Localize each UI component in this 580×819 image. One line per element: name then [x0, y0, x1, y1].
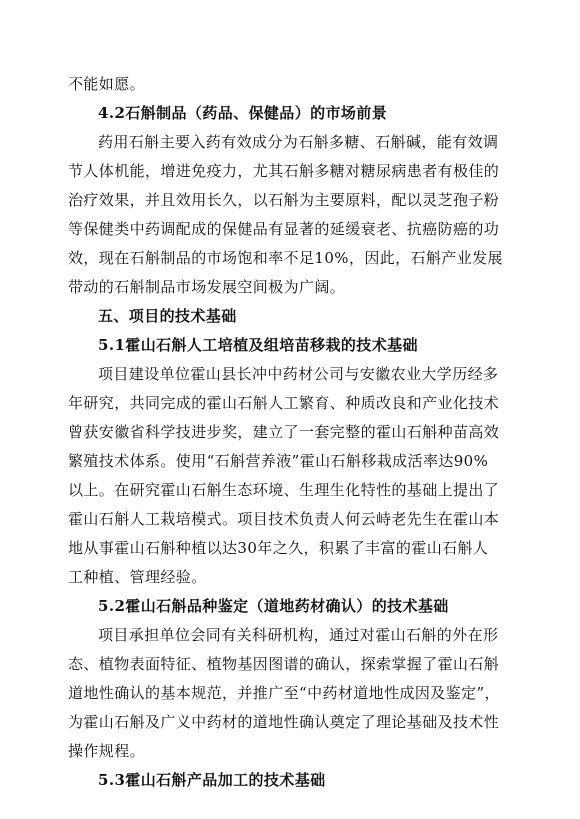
paragraph-line: 道地性确认的基本规范，并推广至“中药材道地性成因及鉴定”，: [68, 684, 500, 702]
paragraph-line: 不能如愿。: [68, 75, 146, 93]
paragraph-line: 以上。在研究霍山石斛生态环境、生理生化特性的基础上提出了: [68, 481, 500, 499]
paragraph-line: 态、植物表面特征、植物基因图谱的确认，探索掌握了霍山石斛: [68, 655, 500, 673]
paragraph-line: 等保健类中药调配成的保健品有显著的延缓衰老、抗癌防癌的功: [68, 220, 500, 238]
paragraph-line: 节人体机能，增进免疫力，尤其石斛多糖对糖尿病患者有极佳的: [68, 162, 500, 180]
section-heading-5-1: 5.1霍山石斛人工培植及组培苗移栽的技术基础: [98, 336, 418, 354]
section-heading-5-3: 5.3霍山石斛产品加工的技术基础: [98, 771, 326, 789]
paragraph-line: 为霍山石斛及广义中药材的道地性确认奠定了理论基础及技术性: [68, 713, 500, 731]
paragraph-line: 药用石斛主要入药有效成分为石斛多糖、石斛碱，能有效调: [98, 133, 499, 151]
document-page: [68, 70, 514, 795]
paragraph-line: 曾获安徽省科学技进步奖，建立了一套完整的霍山石斛种苗高效: [68, 423, 500, 441]
paragraph-line: 地从事霍山石斛种植以达30年之久，积累了丰富的霍山石斛人: [68, 539, 489, 557]
paragraph-line: 带动的石斛制品市场发展空间极为广阔。: [68, 278, 346, 296]
paragraph-line: 工种植、管理经验。: [68, 568, 207, 586]
section-heading-5: 五、项目的技术基础: [98, 307, 237, 325]
paragraph-line: 项目建设单位霍山县长冲中药材公司与安徽农业大学历经多: [98, 365, 499, 383]
paragraph-line: 年研究，共同完成的霍山石斛人工繁育、种质改良和产业化技术: [68, 394, 500, 412]
section-heading-4-2: 4.2石斛制品（药品、保健品）的市场前景: [98, 104, 388, 122]
paragraph-line: 霍山石斛人工栽培模式。项目技术负责人何云峙老先生在霍山本: [68, 510, 500, 528]
paragraph-line: 操作规程。: [68, 742, 146, 760]
paragraph-line: 繁殖技术体系。使用“石斛营养液”霍山石斛移栽成活率达90%: [68, 452, 489, 470]
paragraph-line: 效，现在石斛制品的市场饱和率不足10%，因此，石斛产业发展: [68, 249, 503, 267]
paragraph-line: 治疗效果，并且效用长久，以石斛为主要原料，配以灵芝孢子粉: [68, 191, 500, 209]
paragraph-line: 项目承担单位会同有关科研机构，通过对霍山石斛的外在形: [98, 626, 499, 644]
section-heading-5-2: 5.2霍山石斛品种鉴定（道地药材确认）的技术基础: [98, 597, 449, 615]
